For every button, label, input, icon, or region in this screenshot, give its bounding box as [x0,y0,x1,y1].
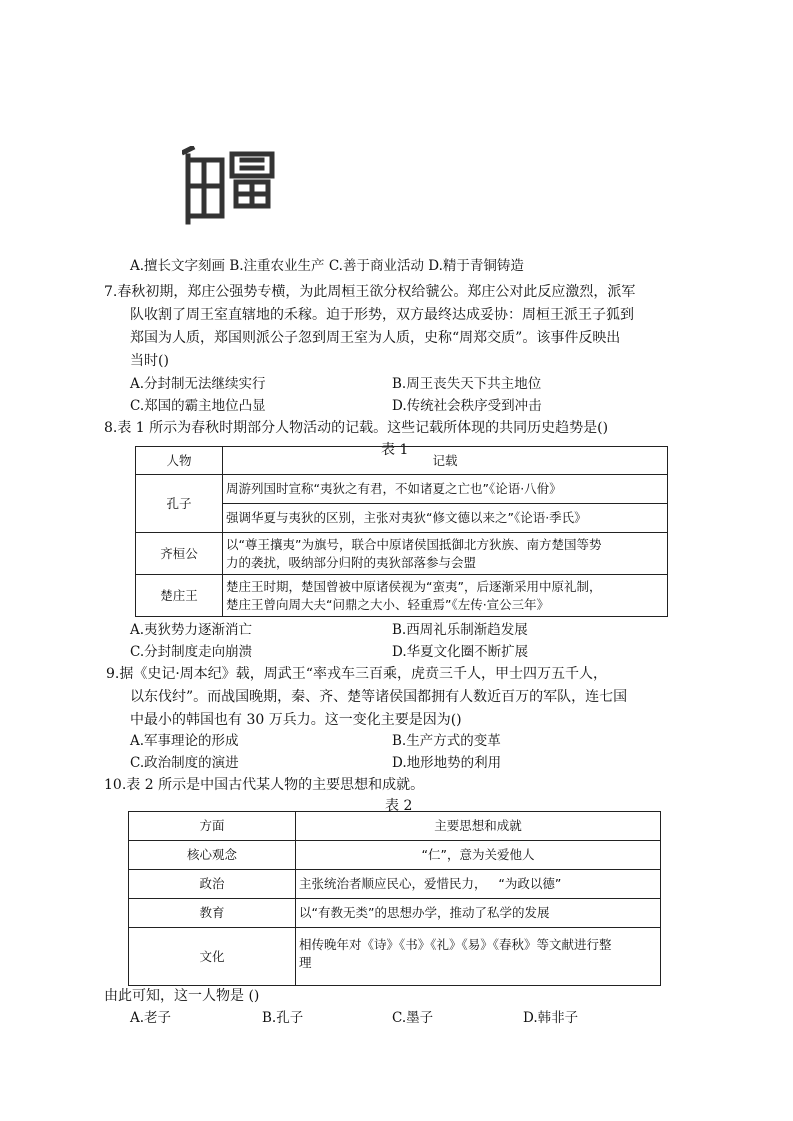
table2-row3-aspect: 教育 [129,899,296,928]
q9-option-c: C.政治制度的演进 [130,755,239,771]
q9-option-b: B.生产方式的变革 [392,733,501,749]
table1-row3-record [223,575,668,617]
table1-row2-record-line2: 力的袭扰，吸纳部分归附的夷狄部落参与会盟 [226,554,477,570]
table2-row3-content: 以“有教无类”的思想办学，推动了私学的发展 [296,899,661,928]
q10-option-c: C.墨子 [392,1010,434,1026]
table1-row1-records [223,475,668,533]
q7-option-d: D.传统社会秩序受到冲击 [392,398,542,414]
table2-row4-content-line1: 相传晚年对《诗》《书》《礼》《易》《春秋》等文献进行整 [299,937,612,952]
q8-option-a: A.夷狄势力逐渐消亡 [130,622,253,638]
table2-row4-content-line2: 理 [299,955,312,970]
table-2 [128,811,661,986]
q10-option-a: A.老子 [130,1010,172,1026]
table1-row3-person: 楚庄王 [136,575,223,617]
q9-option-d: D.地形地势的利用 [392,755,502,771]
table2-caption: 表 2 [385,798,413,814]
table1-row1-record2: 强调华夏与夷狄的区别，主张对夷狄“修文德以来之”《论语·季氏》 [226,510,587,525]
q10-conclusion: 由此可知，这一人物是 () [104,988,260,1004]
q6-options: A.擅长文字刻画 B.注重农业生产 C.善于商业活动 D.精于青铜铸造 [130,258,524,274]
q10-option-d: D.韩非子 [523,1010,579,1026]
table1-header-person: 人物 [136,447,223,475]
table1-row1-record1: 周游列国时宣称“夷狄之有君，不如诸夏之亡也”《论语·八佾》 [223,475,667,504]
q7-stem-line4: 当时() [130,353,169,369]
table1-caption: 表 1 [381,442,409,458]
table2-row1-content: “仁”，意为关爱他人 [296,841,661,870]
q8-option-b: B.西周礼乐制渐趋发展 [392,622,528,638]
table2-row4-aspect: 文化 [129,928,296,986]
q9-stem-line3: 中最小的韩国也有 30 万兵力。这一变化主要是因为() [130,712,462,728]
table1-row2-person: 齐桓公 [136,533,223,575]
table2-row1-aspect: 核心观念 [129,841,296,870]
table2-row4-content [296,928,661,986]
q9-option-a: A.军事理论的形成 [130,733,239,749]
table-1 [135,446,668,617]
table1-row2-record [223,533,668,575]
q7-option-c: C.郑国的霸主地位凸显 [130,398,266,414]
q9-stem-line1: 9.据《史记·周本纪》载，周武王“率戎车三百乘，虎贲三千人，甲士四万五千人， [106,666,607,682]
table1-row3-record-line1: 楚庄王时期，楚国曾被中原诸侯视为“蛮夷”，后逐渐采用中原礼制， [226,578,602,594]
q7-option-b: B.周王丧失天下共主地位 [392,376,542,392]
table2-header-content: 主要思想和成就 [296,812,661,841]
table2-header-aspect: 方面 [129,812,296,841]
q9-stem-line2: 以东伐纣”。而战国晚期，秦、齐、楚等诸侯国都拥有人数近百万的军队，连七国 [130,689,628,705]
table2-row2-aspect: 政治 [129,870,296,899]
table1-row1-person: 孔子 [136,475,223,533]
ancient-character-image [182,146,278,232]
q7-stem-line1: 7.春秋初期，郑庄公强势专横，为此周桓王欲分权给虢公。郑庄公对此反应激烈，派军 [104,284,636,300]
table1-header-record: 记载 [223,447,668,475]
q7-stem-line3: 郑国为人质，郑国则派公子忽到周王室为人质，史称“周郑交质”。该事件反映出 [130,330,621,346]
table1-row3-record-line2: 楚庄王曾向周大夫“问鼎之大小、轻重焉”《左传·宣公三年》 [226,596,550,612]
table1-row2-record-line1: 以“尊王攘夷”为旗号，联合中原诸侯国抵御北方狄族、南方楚国等势 [226,536,602,552]
q8-stem: 8.表 1 所示为春秋时期部分人物活动的记载。这些记载所体现的共同历史趋势是() [104,420,609,436]
q10-stem: 10.表 2 所示是中国古代某人物的主要思想和成就。 [104,777,425,793]
q7-option-a: A.分封制无法继续实行 [130,376,266,392]
q7-stem-line2: 队收割了周王室直辖地的禾稼。迫于形势，双方最终达成妥协：周桓王派王子狐到 [130,307,634,323]
q8-option-d: D.华夏文化圈不断扩展 [392,644,529,660]
table2-row2-content: 主张统治者顺应民心，爱惜民力， “为政以德” [296,870,661,899]
q8-option-c: C.分封制度走向崩溃 [130,644,253,660]
q10-option-b: B.孔子 [262,1010,304,1026]
